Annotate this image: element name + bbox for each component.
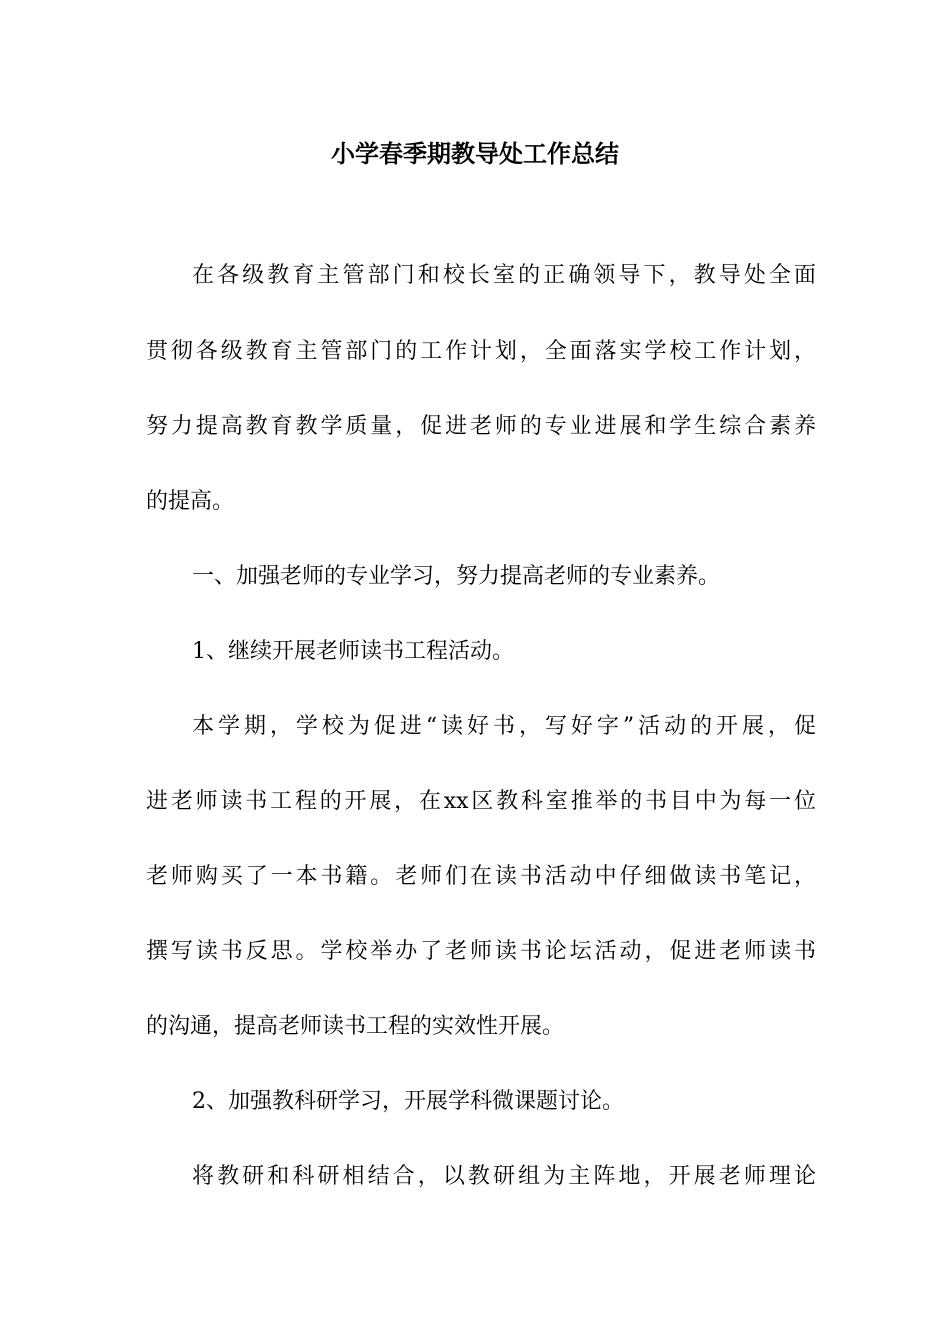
subsection-heading: 2、加强教科研学习，开展学科微课题讨论。 xyxy=(192,1089,624,1114)
paragraph-line: 在各级教育主管部门和校长室的正确领导下，教导处全面 xyxy=(192,263,816,288)
paragraph-line: 将教研和科研相结合，以教研组为主阵地，开展老师理论 xyxy=(192,1164,816,1189)
paragraph-line: 贯彻各级教育主管部门的工作计划，全面落实学校工作计划， xyxy=(146,339,816,364)
paragraph-line: 老师购买了一本书籍。老师们在读书活动中仔细做读书笔记， xyxy=(146,864,816,889)
paragraph-line: 本学期，学校为促进“读好书，写好字”活动的开展，促 xyxy=(192,714,816,739)
subsection-heading: 1、继续开展老师读书工程活动。 xyxy=(192,639,514,664)
paragraph-line: 撰写读书反思。学校举办了老师读书论坛活动，促进老师读书 xyxy=(146,939,816,964)
paragraph-line: 的沟通，提高老师读书工程的实效性开展。 xyxy=(146,1014,565,1039)
paragraph-line: 努力提高教育教学质量，促进老师的专业进展和学生综合素养 xyxy=(146,414,816,439)
paragraph-line: 进老师读书工程的开展，在xx区教科室推举的书目中为每一位 xyxy=(146,789,816,814)
section-heading: 一、加强老师的专业学习，努力提高老师的专业素养。 xyxy=(192,564,721,589)
paragraph-line: 的提高。 xyxy=(146,489,235,514)
document-title: 小学春季期教导处工作总结 xyxy=(331,139,619,168)
